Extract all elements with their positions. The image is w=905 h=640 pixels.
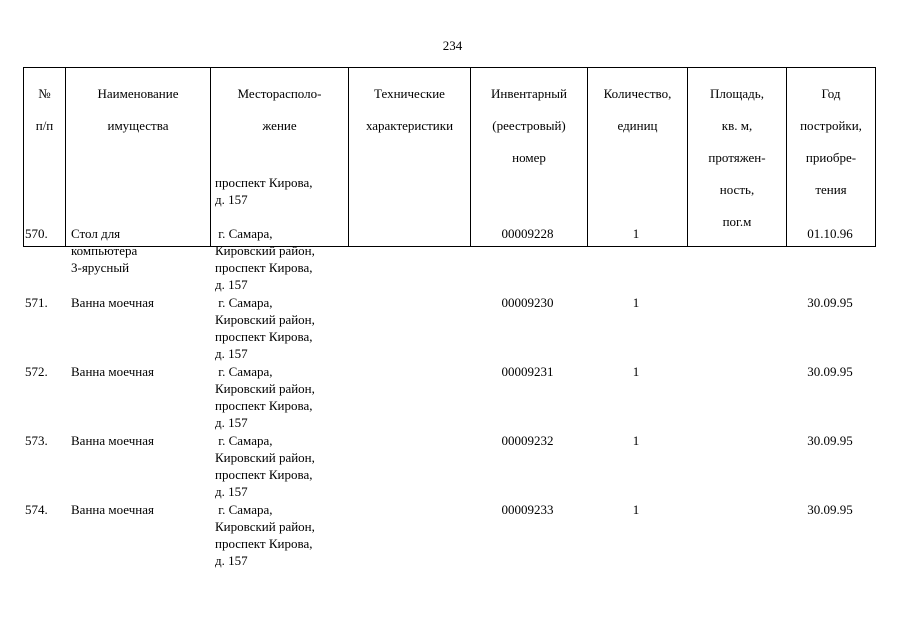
item-name-line: 3-ярусный — [71, 260, 130, 275]
inventory-number: 00009231 — [501, 364, 554, 379]
item-location — [215, 225, 315, 293]
header-line: имущества — [107, 118, 169, 133]
header-line: Инвентарный — [491, 86, 567, 101]
header-area — [688, 68, 787, 247]
item-name-line: Ванна моечная — [71, 364, 154, 379]
header-line: Год — [821, 86, 841, 101]
header-line: п/п — [35, 118, 54, 133]
table-row — [0, 363, 905, 432]
acquisition-date: 30.09.95 — [807, 433, 853, 448]
header-line: Наименование — [97, 86, 179, 101]
location-line: проспект Кирова, — [215, 398, 313, 413]
header-line: ность, — [719, 182, 755, 197]
header-line: тения — [815, 182, 847, 197]
header-line: протяжен- — [708, 150, 766, 165]
row-number: 570. — [25, 226, 48, 241]
item-name-line: компьютера — [71, 243, 138, 258]
table-header — [23, 67, 876, 247]
header-line: Технические — [374, 86, 445, 101]
acquisition-date: 30.09.95 — [807, 364, 853, 379]
header-line: характеристики — [365, 118, 454, 133]
header-line: жение — [262, 118, 297, 133]
item-name — [71, 432, 154, 449]
header-tech — [349, 68, 471, 247]
item-name — [71, 501, 154, 518]
header-line: Площадь, — [710, 86, 764, 101]
location-line: д. 157 — [215, 277, 248, 292]
location-line: д. 157 — [215, 415, 248, 430]
table-row — [0, 432, 905, 501]
acquisition-date: 30.09.95 — [807, 295, 853, 310]
acquisition-date: 30.09.95 — [807, 502, 853, 517]
item-name — [71, 225, 137, 276]
header-num — [24, 68, 66, 247]
header-year — [787, 68, 876, 247]
item-name — [71, 363, 154, 380]
quantity: 1 — [632, 433, 640, 448]
item-name-line: Стол для — [71, 226, 121, 241]
location-line: проспект Кирова, — [215, 175, 313, 190]
location-line: проспект Кирова, — [215, 467, 313, 482]
table-row — [0, 225, 905, 294]
table-row — [0, 294, 905, 363]
location-line: Кировский район, — [215, 312, 315, 327]
location-line: д. 157 — [215, 192, 248, 207]
header-line: Месторасполо- — [237, 86, 322, 101]
header-line: (реестровый) — [492, 118, 566, 133]
continuation-location — [215, 174, 312, 208]
item-name-line: Ванна моечная — [71, 502, 154, 517]
header-line: Количество, — [603, 86, 672, 101]
location-line: Кировский район, — [215, 381, 315, 396]
row-number: 571. — [25, 295, 48, 310]
inventory-number: 00009232 — [501, 433, 554, 448]
inventory-number: 00009230 — [501, 295, 554, 310]
quantity: 1 — [632, 295, 640, 310]
location-line: проспект Кирова, — [215, 536, 313, 551]
header-line: номер — [512, 150, 546, 165]
location-line: д. 157 — [215, 553, 248, 568]
quantity: 1 — [632, 364, 640, 379]
inventory-number: 00009233 — [501, 502, 554, 517]
item-location — [215, 501, 315, 569]
quantity: 1 — [632, 226, 640, 241]
item-name-line: Ванна моечная — [71, 433, 154, 448]
inventory-number: 00009228 — [501, 226, 554, 241]
location-line: г. Самара, — [215, 295, 273, 310]
location-line: д. 157 — [215, 346, 248, 361]
page-number: 234 — [442, 38, 463, 53]
header-line: постройки, — [800, 118, 862, 133]
row-number: 572. — [25, 364, 48, 379]
header-line: № — [38, 86, 51, 101]
location-line: г. Самара, — [215, 364, 273, 379]
header-location — [211, 68, 349, 247]
location-line: Кировский район, — [215, 450, 315, 465]
quantity: 1 — [632, 502, 640, 517]
header-inventory — [471, 68, 588, 247]
item-location — [215, 294, 315, 362]
location-line: г. Самара, — [215, 433, 273, 448]
row-number: 573. — [25, 433, 48, 448]
location-line: г. Самара, — [215, 502, 273, 517]
header-line: единиц — [617, 118, 658, 133]
item-location — [215, 363, 315, 431]
location-line: г. Самара, — [215, 226, 273, 241]
item-location — [215, 432, 315, 500]
header-line: пог.м — [722, 214, 752, 229]
table-row — [0, 501, 905, 570]
location-line: Кировский район, — [215, 519, 315, 534]
header-quantity — [588, 68, 688, 247]
header-line: приобре- — [805, 150, 857, 165]
item-name — [71, 294, 154, 311]
item-name-line: Ванна моечная — [71, 295, 154, 310]
location-line: проспект Кирова, — [215, 329, 313, 344]
location-line: проспект Кирова, — [215, 260, 313, 275]
header-line: кв. м, — [721, 118, 753, 133]
acquisition-date: 01.10.96 — [807, 226, 853, 241]
location-line: д. 157 — [215, 484, 248, 499]
location-line: Кировский район, — [215, 243, 315, 258]
row-number: 574. — [25, 502, 48, 517]
header-name — [66, 68, 211, 247]
